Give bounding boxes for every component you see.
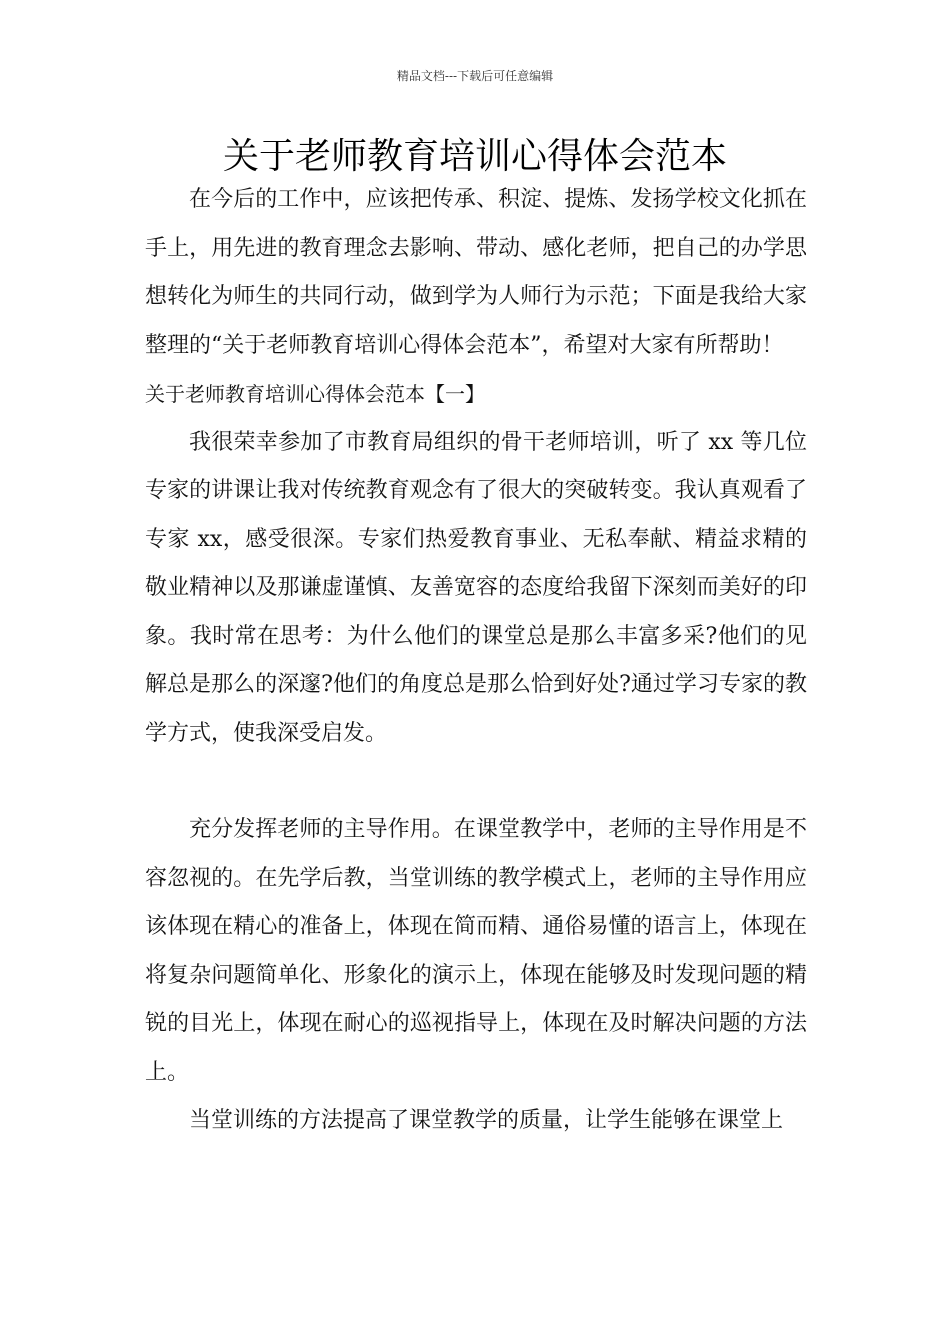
body-paragraph-2: 充分发挥老师的主导作用。在课堂教学中，老师的主导作用是不容忽视的。在先学后教，当堂训练的教学模式上，老师的主导作用应该体现在精心的准备上，体现在简而精、通俗易懂的语言上，体现在将复杂问题简单化、形象化的演示上，体现在能够及时发现问题的精锐的目光上，体现在耐心的巡视指导上，体现在及时解决问题的方法上。 bbox=[145, 817, 807, 1085]
paragraph-gap bbox=[145, 758, 807, 806]
intro-paragraph: 在今后的工作中，应该把传承、积淀、提炼、发扬学校文化抓在手上，用先进的教育理念去影响、带动、感化老师，把自己的办学思想转化为师生的共同行动，做到学为人师行为示范；下面是我给大家整理的“关于老师教育培训心得体会范本”，希望对大家有所帮助！ bbox=[145, 187, 807, 358]
body-paragraph-1: 我很荣幸参加了市教育局组织的骨干老师培训，听了 xx 等几位专家的讲课让我对传统教育观念有了很大的突破转变。我认真观看了专家 xx，感受很深。专家们热爱教育事业、无私奉献、精益求精的敬业精神以及那谦虚谨慎、友善宽容的态度给我留下深刻而美好的印象。我时常在思考：为什么他们的课堂总是那么丰富多采?他们的见解总是那么的深邃?他们的角度总是那么恰到好处?通过学习专家的教学方式，使我深受启发。 bbox=[145, 429, 807, 746]
body-paragraph-3: 当堂训练的方法提高了课堂教学的质量，让学生能够在课堂上 bbox=[189, 1108, 784, 1133]
section-heading: 关于老师教育培训心得体会范本【一】 bbox=[145, 382, 485, 406]
header-note: 精品文档---下载后可任意编辑 bbox=[396, 69, 554, 83]
document-body bbox=[145, 176, 807, 1146]
document-title: 关于老师教育培训心得体会范本 bbox=[222, 136, 727, 177]
